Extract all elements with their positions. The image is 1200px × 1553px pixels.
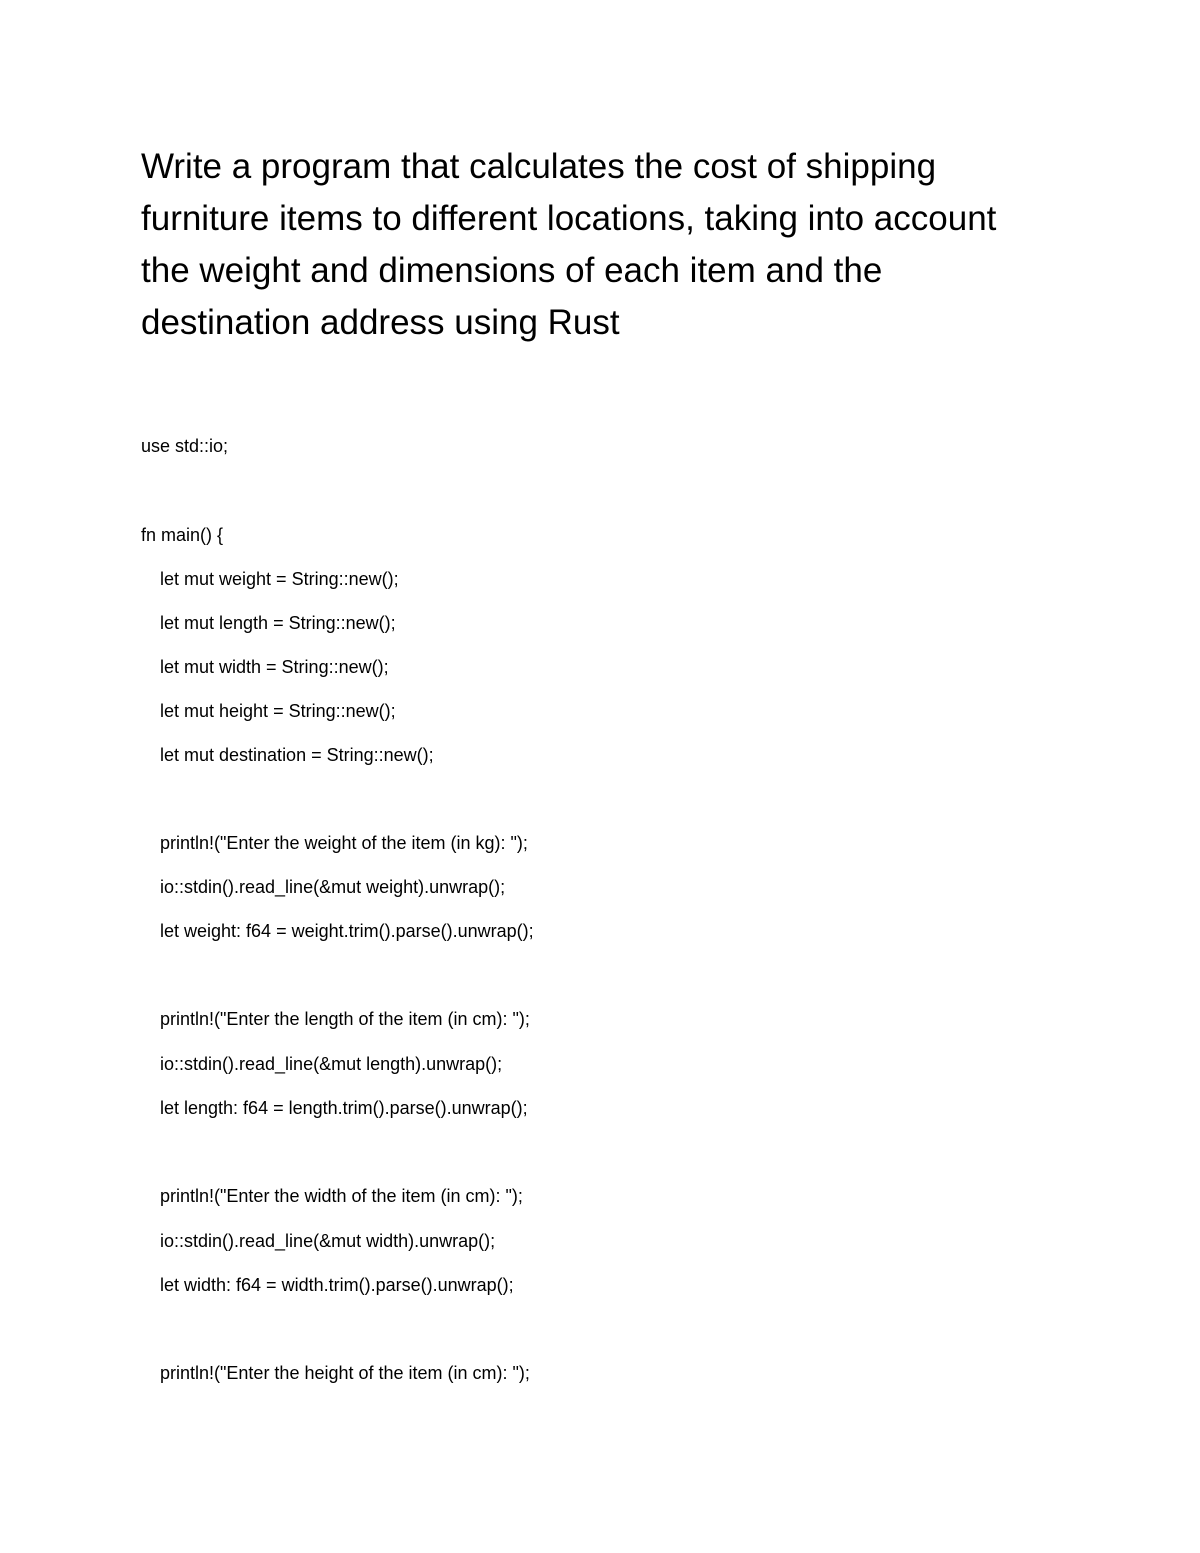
code-line: io::stdin().read_line(&mut weight).unwrap();	[160, 877, 506, 897]
code-line: io::stdin().read_line(&mut width).unwrap();	[160, 1231, 496, 1251]
code-line: let mut height = String::new();	[160, 701, 396, 721]
code-line: let mut width = String::new();	[160, 657, 389, 677]
title-line: Write a program that calculates the cost of shipping	[141, 147, 937, 186]
code-line: use std::io;	[141, 436, 229, 456]
title-line: furniture items to different locations, taking into account	[141, 199, 997, 238]
code-line: let mut weight = String::new();	[160, 569, 399, 589]
code-line: io::stdin().read_line(&mut length).unwrap();	[160, 1054, 503, 1074]
code-line: let width: f64 = width.trim().parse().unwrap();	[160, 1275, 514, 1295]
title-line: destination address using Rust	[141, 303, 620, 342]
code-line: let weight: f64 = weight.trim().parse().unwrap();	[160, 921, 534, 941]
code-line: println!("Enter the height of the item (in cm): ");	[160, 1363, 530, 1383]
code-line: let length: f64 = length.trim().parse().unwrap();	[160, 1098, 528, 1118]
title-line: the weight and dimensions of each item and the	[141, 251, 883, 290]
code-line: let mut length = String::new();	[160, 613, 396, 633]
code-line: fn main() {	[141, 525, 224, 545]
code-line: println!("Enter the width of the item (in cm): ");	[160, 1186, 523, 1206]
code-line: println!("Enter the length of the item (in cm): ");	[160, 1009, 530, 1029]
code-line: println!("Enter the weight of the item (in kg): ");	[160, 833, 528, 853]
code-line: let mut destination = String::new();	[160, 745, 434, 765]
